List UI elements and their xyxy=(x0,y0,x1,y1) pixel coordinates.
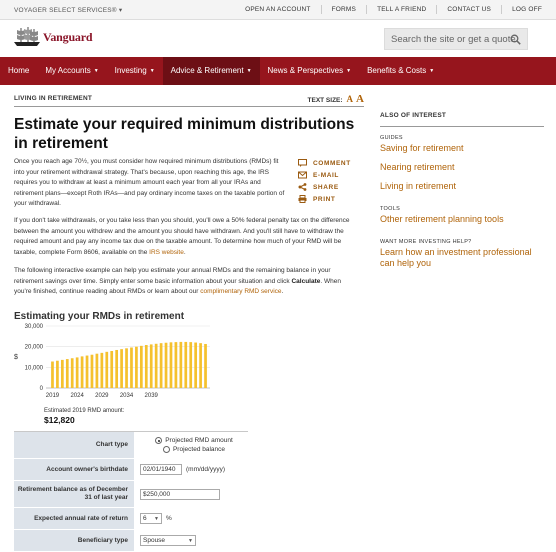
radio-label: Projected RMD amount xyxy=(165,437,233,444)
rmd-service-link[interactable]: complimentary RMD service xyxy=(200,288,282,296)
chart-bar xyxy=(61,360,64,388)
share-tools xyxy=(298,157,351,205)
chart-type-row xyxy=(14,432,248,459)
share-icon xyxy=(298,183,307,191)
chart-bar xyxy=(194,343,197,388)
chevron-down-icon: ▼ xyxy=(149,68,155,74)
email-icon xyxy=(298,171,307,179)
chart-bar xyxy=(165,343,168,388)
share-action-label: COMMENT xyxy=(313,159,351,167)
birthdate-label: Account owner's birthdate xyxy=(14,459,134,480)
chart-type-option-projected-balance[interactable] xyxy=(163,446,225,453)
irs-website-link[interactable]: IRS website xyxy=(149,248,184,256)
chart-type-label: Chart type xyxy=(14,432,134,458)
chevron-down-icon: ▼ xyxy=(93,68,99,74)
share-action-label: E-MAIL xyxy=(313,171,339,179)
return-rate-row xyxy=(14,508,248,530)
chart-bar xyxy=(81,356,84,388)
util-link-forms[interactable]: FORMS xyxy=(331,6,357,13)
chevron-down-icon: ▼ xyxy=(346,68,352,74)
beneficiary-select[interactable] xyxy=(140,535,196,546)
x-tick-label: 2034 xyxy=(119,393,134,399)
search-input[interactable] xyxy=(384,28,528,50)
beneficiary-label: Beneficiary type xyxy=(14,530,134,551)
spacer xyxy=(380,269,544,275)
chart-bar xyxy=(66,359,69,388)
share-action-comment[interactable] xyxy=(298,157,351,169)
chart-bar xyxy=(140,346,143,388)
chart-bar xyxy=(184,342,187,388)
sidebar-link-living-in-retirement[interactable]: Living in retirement xyxy=(380,181,457,191)
share-action-label: SHARE xyxy=(313,183,339,191)
spacer xyxy=(380,225,544,231)
nav-item-label: Benefits & Costs xyxy=(367,66,427,75)
nav-item-my-accounts[interactable] xyxy=(37,57,106,85)
chart-bar xyxy=(125,348,128,388)
chart-bar xyxy=(199,343,202,388)
text-size-large-button[interactable]: A xyxy=(356,93,364,105)
beneficiary-row xyxy=(14,530,248,552)
x-tick-label: 2019 xyxy=(45,393,60,399)
share-action-e-mail[interactable] xyxy=(298,169,351,181)
y-tick-label: 30,000 xyxy=(24,324,43,330)
share-action-share[interactable] xyxy=(298,181,351,193)
nav-item-home[interactable] xyxy=(0,57,37,85)
chevron-down-icon: ▼ xyxy=(246,68,252,74)
search-placeholder: Search the site or get a quote xyxy=(391,34,516,45)
divider xyxy=(366,5,367,14)
divider xyxy=(501,5,502,14)
breadcrumb[interactable]: LIVING IN RETIREMENT xyxy=(14,95,93,102)
birthdate-hint: (mm/dd/yyyy) xyxy=(186,466,225,473)
birthdate-row xyxy=(14,459,248,481)
search-icon[interactable] xyxy=(510,34,521,45)
calc-text-mid: . When you're finished, continue reading about RMDs or learn about our xyxy=(14,277,341,296)
radio-button[interactable] xyxy=(155,437,162,444)
text-size-small-button[interactable]: A xyxy=(346,94,354,104)
chart-bar xyxy=(91,355,94,388)
chevron-down-icon: ▼ xyxy=(429,68,435,74)
util-link-tell-a-friend[interactable]: TELL A FRIEND xyxy=(377,6,427,13)
sidebar-link-nearing-retirement[interactable]: Nearing retirement xyxy=(380,162,455,172)
estimate-value: $12,820 xyxy=(44,415,75,425)
birthdate-input[interactable]: 02/01/1940 xyxy=(140,464,182,475)
chart-bar xyxy=(179,342,182,388)
util-link-contact-us[interactable]: CONTACT US xyxy=(447,6,492,13)
x-tick-label: 2029 xyxy=(95,393,109,399)
penalty-text-end: . xyxy=(183,248,186,256)
site-header xyxy=(0,20,556,57)
return-rate-label: Expected annual rate of return xyxy=(14,508,134,529)
sidebar-link-saving-for-retirement[interactable]: Saving for retirement xyxy=(380,143,464,153)
sidebar-category: GUIDES xyxy=(380,135,403,141)
divider xyxy=(436,5,437,14)
chart-bar xyxy=(86,356,89,388)
utility-bar xyxy=(0,0,556,20)
chart-bar xyxy=(56,361,59,388)
sidebar-category: TOOLS xyxy=(380,206,401,212)
chart-bar xyxy=(96,354,99,388)
balance-input[interactable]: $250,000 xyxy=(140,489,220,500)
calculate-emphasis: Calculate xyxy=(291,277,321,285)
percent-suffix: % xyxy=(166,515,172,522)
chart-bar xyxy=(120,349,123,388)
radio-button[interactable] xyxy=(163,446,170,453)
estimate-box xyxy=(44,408,124,425)
chart-bar xyxy=(100,353,103,388)
chart-bar xyxy=(130,347,133,388)
return-rate-select[interactable] xyxy=(140,513,162,524)
chart-bar xyxy=(135,347,138,388)
chart-bar xyxy=(175,342,178,388)
ship-icon xyxy=(12,26,42,48)
x-tick-label: 2024 xyxy=(70,393,84,399)
chart-bar xyxy=(115,350,118,388)
chart-bar xyxy=(160,343,163,388)
return-rate-value: 6 xyxy=(143,514,147,522)
balance-row xyxy=(14,481,248,508)
intro-paragraph: Once you reach age 70½, you must consider how required minimum distributions (RMDs) fit into your retirement withdrawal strategy. That's because, upon reaching this age, the IRS requires you to withdraw at least a minimum amount each year from all your IRAs and retirement plans—except Roth IRAs—and pay ordinary income taxes on the taxable portion of your withdrawal. xyxy=(14,158,285,208)
spacer xyxy=(380,192,544,198)
util-link-open-an-account[interactable]: OPEN AN ACCOUNT xyxy=(245,6,311,13)
nav-item-label: Investing xyxy=(114,66,147,75)
nav-item-advice-retirement[interactable] xyxy=(163,57,260,85)
sidebar-category: WANT MORE INVESTING HELP? xyxy=(380,239,472,245)
divider xyxy=(14,106,364,107)
chart-bar xyxy=(105,352,108,388)
calc-text: The following interactive example can help you estimate your annual RMDs and the remaining balance in your retirement savings over time. Simply enter some basic information about your situation and click xyxy=(14,267,331,285)
chevron-down-icon: ▾ xyxy=(118,7,123,14)
chart-bar xyxy=(170,342,173,388)
calc-text-end: . xyxy=(281,288,284,296)
y-tick-label: 20,000 xyxy=(24,344,43,351)
chart-heading: Estimating your RMDs in retirement xyxy=(14,311,185,322)
chart-bar xyxy=(71,358,74,388)
chart-type-radio-group xyxy=(134,432,248,458)
calculator-intro-paragraph xyxy=(14,266,354,298)
print-icon xyxy=(298,195,307,203)
logo-wordmark: Vanguard xyxy=(43,29,93,44)
sidebar-heading: ALSO OF INTEREST xyxy=(380,112,544,127)
rmd-chart xyxy=(14,321,214,403)
beneficiary-value: Spouse xyxy=(143,536,166,544)
text-size-control xyxy=(308,93,364,105)
y-tick-label: 10,000 xyxy=(24,365,43,372)
y-tick-label: 0 xyxy=(39,386,43,392)
chart-bar xyxy=(189,342,192,388)
chevron-down-icon: ▼ xyxy=(188,537,193,544)
x-tick-label: 2039 xyxy=(144,393,158,399)
share-action-print[interactable] xyxy=(298,193,351,205)
nav-item-benefits-costs[interactable] xyxy=(359,57,442,85)
sidebar-link-learn-how-an-investment-professional-can[interactable]: Learn how an investment professional can help you xyxy=(380,247,532,268)
page-title: Estimate your required minimum distributions in retirement xyxy=(14,116,355,152)
nav-item-investing[interactable] xyxy=(107,57,163,85)
estimate-label: Estimated 2019 RMD amount: xyxy=(44,408,125,414)
chart-bar xyxy=(51,362,54,388)
nav-item-label: Home xyxy=(8,66,30,75)
comment-icon xyxy=(298,159,307,167)
chart-type-option-projected-rmd-amount[interactable] xyxy=(155,437,233,444)
radio-label: Projected balance xyxy=(172,446,226,453)
penalty-text: If you don't take withdrawals, or you take less than you should, you'll owe a 50% federal penalty tax on the difference between the amount you withdrew and the amount you should have withdrawn. And you'll still have to withdraw the required amount and pay any income tax due on the taxable amount. To determine how much of your RMD will be taxable, complete Form 8606, available on the xyxy=(14,217,350,256)
utility-links xyxy=(245,6,542,14)
main-nav xyxy=(0,57,556,85)
penalty-paragraph xyxy=(14,216,354,258)
nav-item-label: Advice & Retirement xyxy=(170,66,244,75)
divider xyxy=(321,5,322,14)
chart-bar xyxy=(155,344,158,388)
nav-item-label: News & Perspectives xyxy=(267,66,344,75)
nav-item-label: My Accounts xyxy=(45,66,91,75)
text-size-label: TEXT SIZE: xyxy=(307,97,343,104)
chart-bar xyxy=(150,344,153,388)
chart-bar xyxy=(145,345,148,388)
brand-selector[interactable] xyxy=(14,6,122,14)
sidebar-link-other-retirement-planning-tools[interactable]: Other retirement planning tools xyxy=(380,214,504,224)
main-content xyxy=(14,93,364,544)
balance-label: Retirement balance as of December 31 of last year xyxy=(14,481,134,507)
nav-item-news-perspectives[interactable] xyxy=(260,57,360,85)
chevron-down-icon: ▼ xyxy=(154,515,159,522)
vanguard-logo[interactable] xyxy=(12,26,92,48)
chart-bar xyxy=(76,357,79,388)
chart-bar xyxy=(110,351,113,388)
rmd-form xyxy=(14,431,248,552)
chart-bar xyxy=(204,344,207,388)
share-action-label: PRINT xyxy=(313,195,336,203)
also-of-interest-sidebar xyxy=(380,112,544,275)
util-link-log-off[interactable]: LOG OFF xyxy=(512,6,542,13)
y-unit-label: $ xyxy=(14,354,18,361)
brand-selector-label: VOYAGER SELECT SERVICES® xyxy=(14,7,117,14)
